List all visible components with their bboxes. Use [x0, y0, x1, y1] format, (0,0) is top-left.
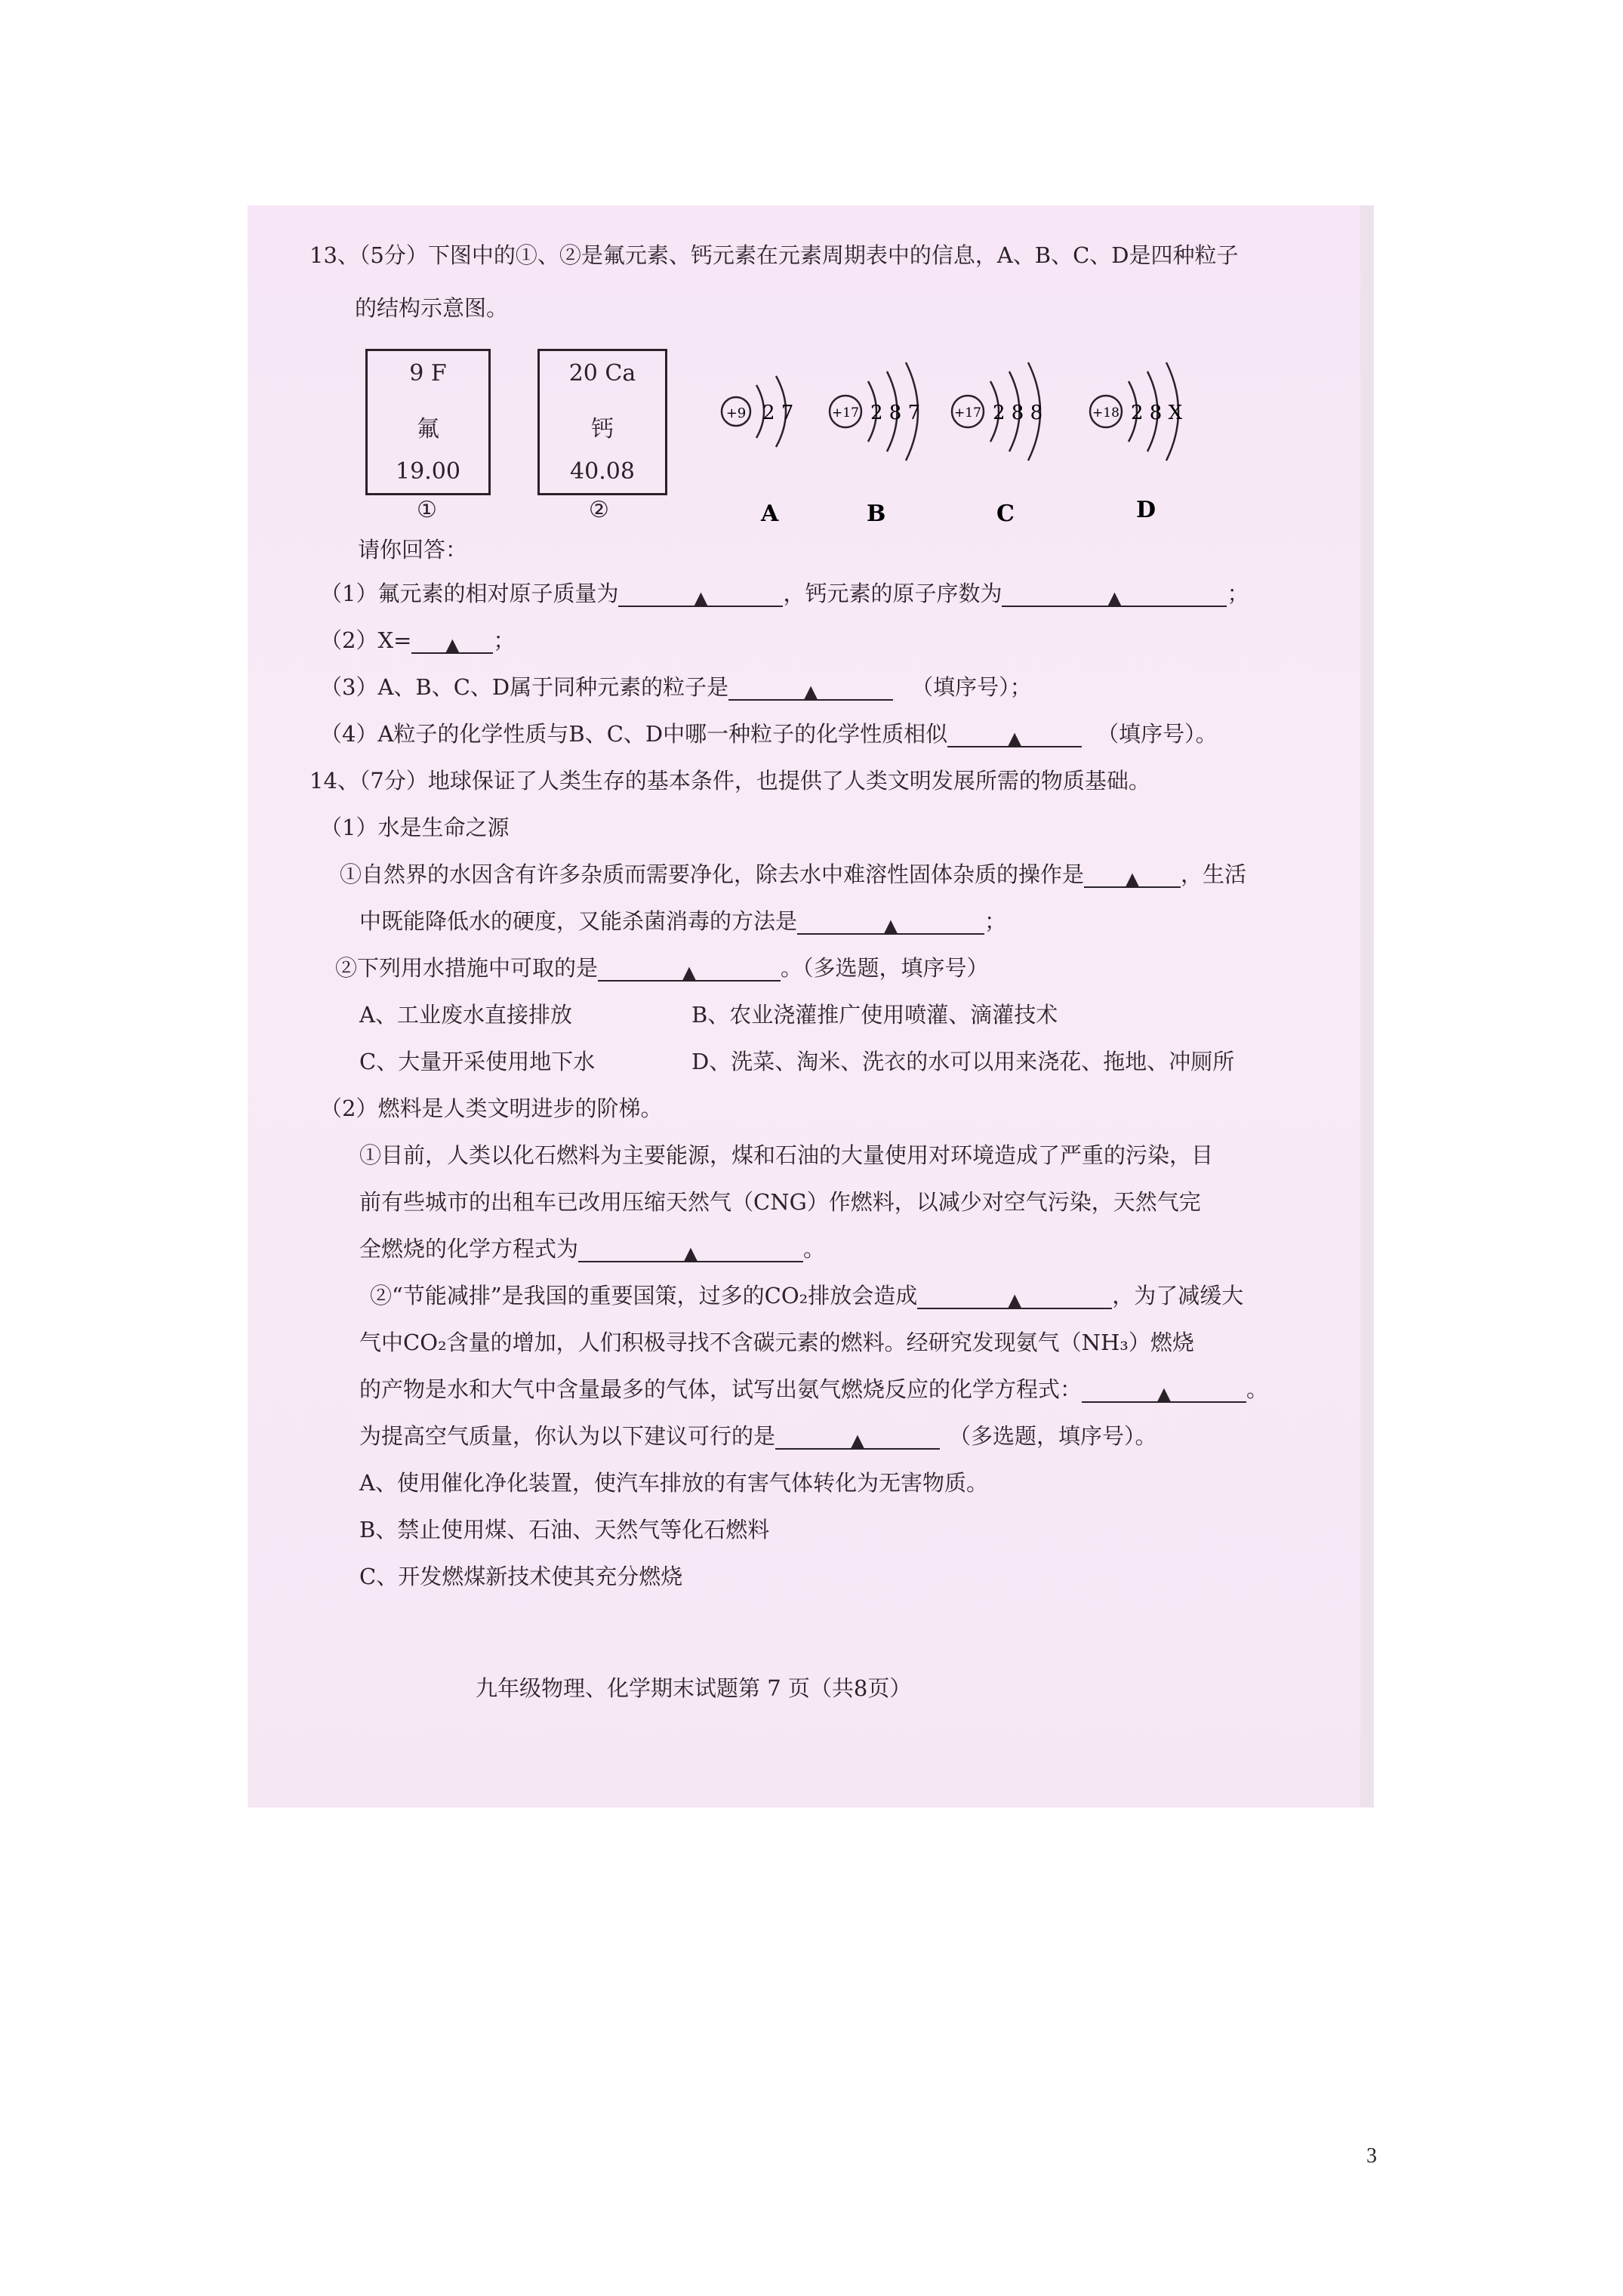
periodic-cell-fluorine [365, 349, 491, 495]
q13-part3 [320, 673, 1032, 701]
nucleus-charge: +9 [725, 405, 747, 421]
text: ，钙元素的原子序数为 [783, 581, 1002, 606]
text: ，为了减缓大 [1112, 1283, 1244, 1308]
q14-s1-item1-line2 [359, 908, 1006, 935]
text: 中既能降低水的硬度，又能杀菌消毒的方法是 [359, 908, 798, 934]
scan-edge [1360, 205, 1374, 1808]
q13-prompt: 请你回答： [358, 537, 468, 562]
option-b: B、农业浇灌推广使用喷灌、滴灌技术 [691, 1002, 1058, 1028]
text: （填序号）； [911, 674, 1032, 700]
blank-marker: ▲ [694, 587, 708, 609]
electron-shells: 2 8 X [1131, 402, 1183, 424]
q13-intro-line2: 的结构示意图。 [355, 295, 509, 321]
blank-marker: ▲ [1007, 728, 1022, 749]
q14-s2-item1-line3 [359, 1235, 825, 1262]
blank-marker: ▲ [850, 1430, 865, 1451]
element-name: 氟 [417, 416, 439, 442]
option-c: C、大量开采使用地下水 [359, 1049, 596, 1074]
answer-blank[interactable] [598, 957, 781, 982]
exam-footer: 九年级物理、化学期末试题第 7 页（共8页） [476, 1675, 912, 1701]
q13-part4 [320, 720, 1218, 747]
element-mass: 19.00 [396, 458, 460, 485]
answer-blank[interactable] [728, 676, 893, 701]
text: （3）A、B、C、D属于同种元素的粒子是 [320, 674, 729, 700]
particle-label: A [761, 501, 779, 527]
q14-section2: （2）燃料是人类文明进步的阶梯。 [320, 1096, 663, 1121]
q14-s2-item2-line3 [359, 1376, 1268, 1403]
element-mass: 40.08 [570, 458, 635, 485]
blank-marker: ▲ [445, 634, 460, 655]
q14-s2-item1-line1: ①目前，人类以化石燃料为主要能源，煤和石油的大量使用对环境造成了严重的污染，目 [359, 1142, 1214, 1168]
text: ； [1227, 581, 1249, 606]
answer-blank[interactable] [618, 583, 783, 607]
caption-2: ② [589, 497, 609, 523]
electron-shells: 2 7 [762, 402, 794, 424]
q14-s2-item2-line1 [370, 1282, 1243, 1309]
element-name: 钙 [591, 416, 614, 442]
text: 全燃烧的化学方程式为 [359, 1236, 579, 1262]
text: ②下列用水措施中可取的是 [335, 955, 599, 981]
blank-marker: ▲ [683, 1243, 698, 1264]
option-a: A、工业废水直接排放 [359, 1002, 572, 1028]
blank-marker: ▲ [1156, 1383, 1172, 1404]
electron-shells: 2 8 8 [993, 402, 1043, 424]
option-b-2: B、禁止使用煤、石油、天然气等化石燃料 [359, 1517, 770, 1542]
particle-label: D [1136, 497, 1156, 523]
q13-intro-line1: 13、（5分）下图中的①、②是氟元素、钙元素在元素周期表中的信息，A、B、C、D是四种粒子 [310, 242, 1239, 268]
option-d: D、洗菜、淘米、洗衣的水可以用来浇花、拖地、冲厕所 [691, 1049, 1235, 1074]
q13-part1 [320, 580, 1249, 607]
answer-blank[interactable] [1002, 583, 1227, 607]
text: 。（多选题，填序号） [781, 955, 989, 981]
blank-marker: ▲ [682, 962, 697, 983]
q13-part2 [320, 627, 515, 654]
element-number-symbol: 20 Ca [568, 360, 636, 387]
q14-intro: 14、（7分）地球保证了人类生存的基本条件，也提供了人类文明发展所需的物质基础。 [310, 768, 1150, 794]
text: （2）X= [320, 627, 412, 653]
particle-A [722, 376, 793, 527]
particle-diagrams [702, 340, 1230, 529]
text: ①自然界的水因含有许多杂质而需要净化，除去水中难溶性固体杂质的操作是 [340, 861, 1085, 887]
q14-s2-item1-line2: 前有些城市的出租车已改用压缩天然气（CNG）作燃料，以减少对空气污染，天然气完 [359, 1189, 1201, 1215]
nucleus-charge: +18 [1092, 405, 1119, 421]
particle-D [1090, 362, 1183, 523]
text: ，生活 [1181, 861, 1247, 887]
caption-1: ① [417, 497, 437, 523]
page-number: 3 [1366, 2144, 1377, 2168]
text: 。 [803, 1236, 826, 1262]
q14-s1-item2 [335, 954, 989, 982]
answer-blank[interactable] [578, 1238, 803, 1262]
text: 的产物是水和大气中含量最多的气体，试写出氨气燃烧反应的化学方程式： [359, 1376, 1083, 1402]
option-a-2: A、使用催化净化装置，使汽车排放的有害气体转化为无害物质。 [359, 1470, 988, 1496]
text: （4）A粒子的化学性质与B、C、D中哪一种粒子的化学性质相似 [320, 721, 948, 747]
blank-marker: ▲ [883, 915, 898, 936]
blank-marker: ▲ [803, 681, 818, 702]
text: （1）氟元素的相对原子质量为 [320, 581, 619, 606]
q14-s2-item2-line4 [359, 1422, 1157, 1450]
blank-marker: ▲ [1008, 1290, 1022, 1311]
periodic-cell-calcium [537, 349, 667, 495]
option-c-2: C、开发燃煤新技术使其充分燃烧 [359, 1564, 683, 1589]
answer-blank[interactable] [947, 723, 1082, 747]
nucleus-charge: +17 [954, 405, 981, 421]
text: ； [984, 908, 1007, 934]
answer-blank[interactable] [1084, 864, 1181, 888]
text: 为提高空气质量，你认为以下建议可行的是 [359, 1423, 776, 1449]
particle-B [830, 362, 920, 527]
answer-blank[interactable] [1082, 1379, 1246, 1403]
blank-marker: ▲ [1107, 587, 1122, 609]
q14-s2-item2-line2: 气中CO₂含量的增加，人们积极寻找不含碳元素的燃料。经研究发现氨气（NH₃）燃烧 [359, 1330, 1194, 1355]
nucleus-charge: +17 [832, 405, 859, 421]
text: 。 [1246, 1376, 1269, 1402]
text: （多选题，填序号）。 [949, 1423, 1157, 1449]
blank-marker: ▲ [1125, 868, 1140, 889]
text: （填序号）。 [1097, 721, 1218, 747]
answer-blank[interactable] [797, 911, 984, 935]
answer-blank[interactable] [411, 630, 493, 654]
element-number-symbol: 9 F [409, 360, 447, 387]
particle-C [952, 362, 1042, 527]
text: ； [493, 627, 516, 653]
answer-blank[interactable] [775, 1425, 940, 1450]
q14-section1: （1）水是生命之源 [320, 815, 510, 840]
particle-label: B [867, 501, 886, 527]
particle-label: C [996, 501, 1015, 527]
answer-blank[interactable] [917, 1285, 1112, 1309]
q14-s1-item1-line1 [340, 861, 1246, 888]
electron-shells: 2 8 7 [870, 402, 921, 424]
text: ②“节能减排”是我国的重要国策，过多的CO₂排放会造成 [370, 1283, 918, 1308]
